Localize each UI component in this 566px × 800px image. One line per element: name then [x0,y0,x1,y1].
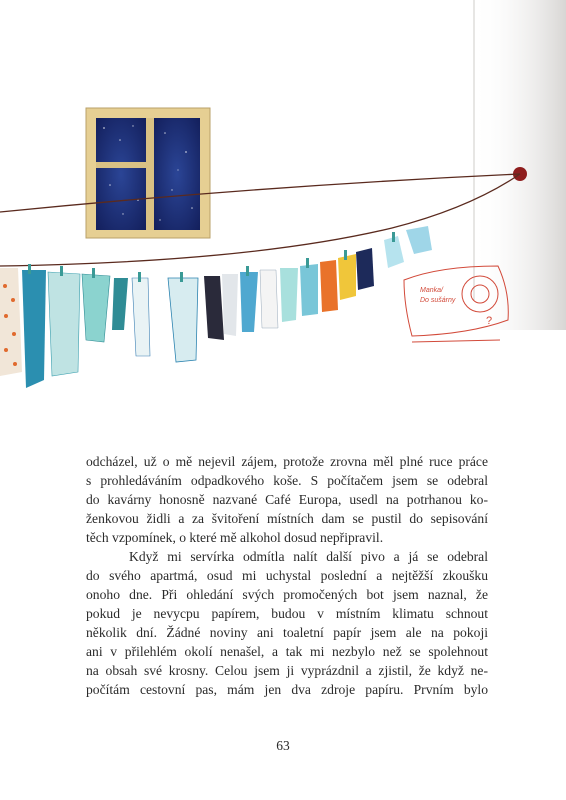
clotheslines [0,174,520,266]
sketch-label-line1: Manka/ [420,287,443,294]
text-line: do kavárny honosně nazvané Café Europa, usedl na potrhanou ko- [86,492,488,507]
text-line: ženkovou židli a za švitoření místních dam se pustil do sepisování [86,511,488,526]
text-line: počítám cestovní pas, mám jen dva zdroje papíru. Prvním bylo [86,682,488,697]
text-line: na obsah své krosny. Celou jsem ji vyprázdnil a zjistil, že když ne- [86,663,488,678]
text-line: s prohledáváním odpadkového koše. S počítačem jsem se odebral [86,473,488,488]
body-text [86,452,488,699]
text-line: několik dní. Žádné noviny ani toaletní papír jsem ale na pokoji [86,625,488,640]
page-number: 63 [276,738,290,753]
text-line: do svého apartmá, osud mi uchystal poslední a nejtěžší zkoušku [86,568,488,583]
laundry [0,226,432,388]
text-line: onoho dne. Při ohledání svých promočených bot jsem naznal, že [86,587,488,602]
text-line: těch vzpomínek, o které mě alkohol dosud nepřipravil. [86,530,384,545]
sketch-label-line2: Do sušárny [420,297,456,304]
wall-corner [472,0,566,330]
text-line: ani v přilehlém okolí nenašel, a tak mi nezbylo než se spolehnout [86,644,488,659]
text-line: pokud je nevycpu papírem, budou v místním klimatu schnout [86,606,488,621]
sketch-question-mark: ? [486,315,493,327]
window [86,108,210,238]
text-line: Když mi servírka odmítla nalít další pivo a já se odebral [129,549,488,564]
text-line: odcházel, už o mě nejevil zájem, protože zrovna měl plné ruce práce [86,454,488,469]
